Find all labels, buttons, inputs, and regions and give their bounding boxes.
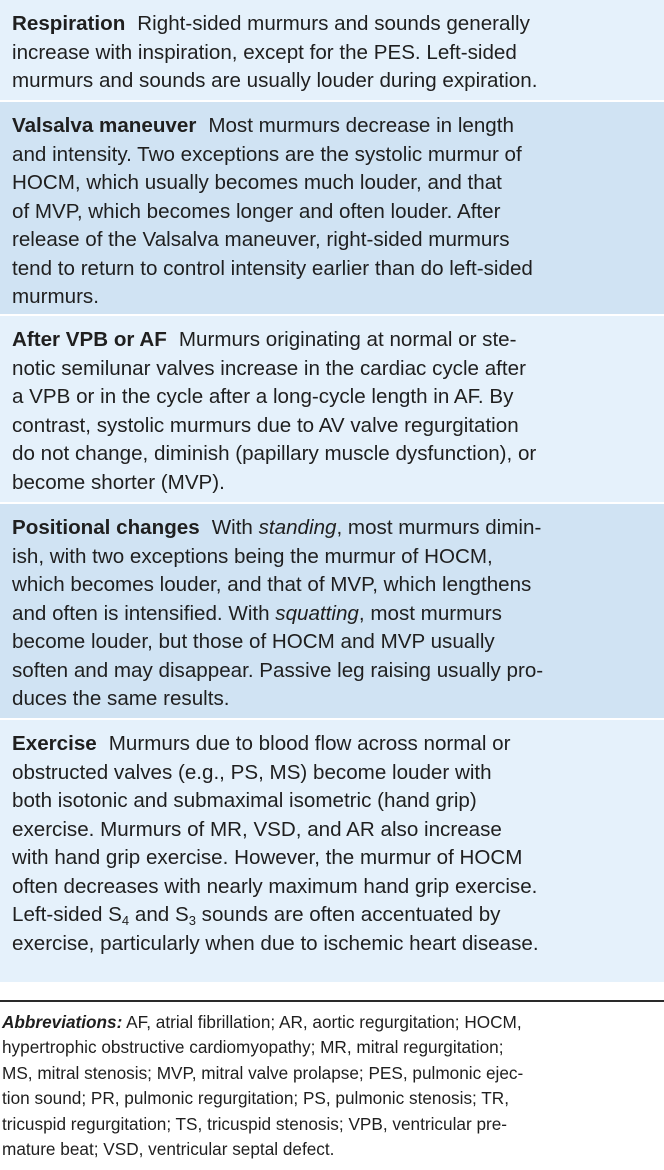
row-text: Exercise Murmurs due to blood flow across normal or obstructed valves (e.g., PS, MS) become louder with both isotonic and submaximal isometric (hand grip) exercise. Murmurs of MR, VSD, and AR also increase with hand grip exercise. However, the murmur of HOCM often decreases with nearly maximum hand grip exercise. Left-sided $S_4$ and $S_3$ sounds are often accentuated by exercise, particularly when due to ischemic heart disease. [12,732,539,955]
table-row-valsalva [0,100,664,314]
row-text: Positional changes With standing, most murmurs dimin- ish, with two exceptions being the murmur of HOCM, which becomes louder, and that of MVP, which lengthens and often is intensified. With squatting, most murmurs become louder, but those of HOCM and MVP usually soften and may disappear. Passive leg raising usually pro- duces the same results. [12,516,544,710]
row-text: Valsalva maneuver Most murmurs decrease in length and intensity. Two exceptions are the systolic murmur of HOCM, which usually becomes much louder, and that of MVP, which becomes longer and often louder. After release of the Valsalva maneuver, right-sided murmurs tend to return to control intensity earlier than do left-sided murmurs. [12,114,533,308]
row-title: After VPB or AF [12,328,167,351]
abbreviations-label: Abbreviations: [2,1012,123,1032]
row-title: Respiration [12,12,126,35]
row-text: After VPB or AF Murmurs originating at normal or ste- notic semilunar valves increase in the cardiac cycle after a VPB or in the cycle after a long-cycle length in AF. By contrast, systolic murmurs due to AV valve regurgitation do not change, diminish (papillary muscle dysfunction), or become shorter (MVP). [12,328,537,494]
row-title: Exercise [12,732,97,755]
abbreviations-divider [0,1000,664,1002]
table-row-respiration [0,0,664,100]
table-row-exercise [0,718,664,982]
table-row-positional-changes [0,502,664,718]
table-row-after-vpb-af [0,314,664,502]
row-title: Positional changes [12,516,200,539]
abbreviations-footnote: Abbreviations: AF, atrial fibrillation; AR, aortic regurgitation; HOCM, hypertrophic obstructive cardiomyopathy; MR, mitral regurgitation; MS, mitral stenosis; MVP, mitral valve prolapse; PES, pulmonic ejec- tion sound; PR, pulmonic regurgitation; PS, pulmonic stenosis; TR, tricuspid regurgitation; TS, tricuspid stenosis; VPB, ventricular pre- mature beat; VSD, ventricular septal defect. [2,1012,524,1160]
row-text: Respiration Right-sided murmurs and sounds generally increase with inspiration, except for the PES. Left-sided murmurs and sounds are usually louder during expiration. [12,12,538,92]
row-title: Valsalva maneuver [12,114,197,137]
